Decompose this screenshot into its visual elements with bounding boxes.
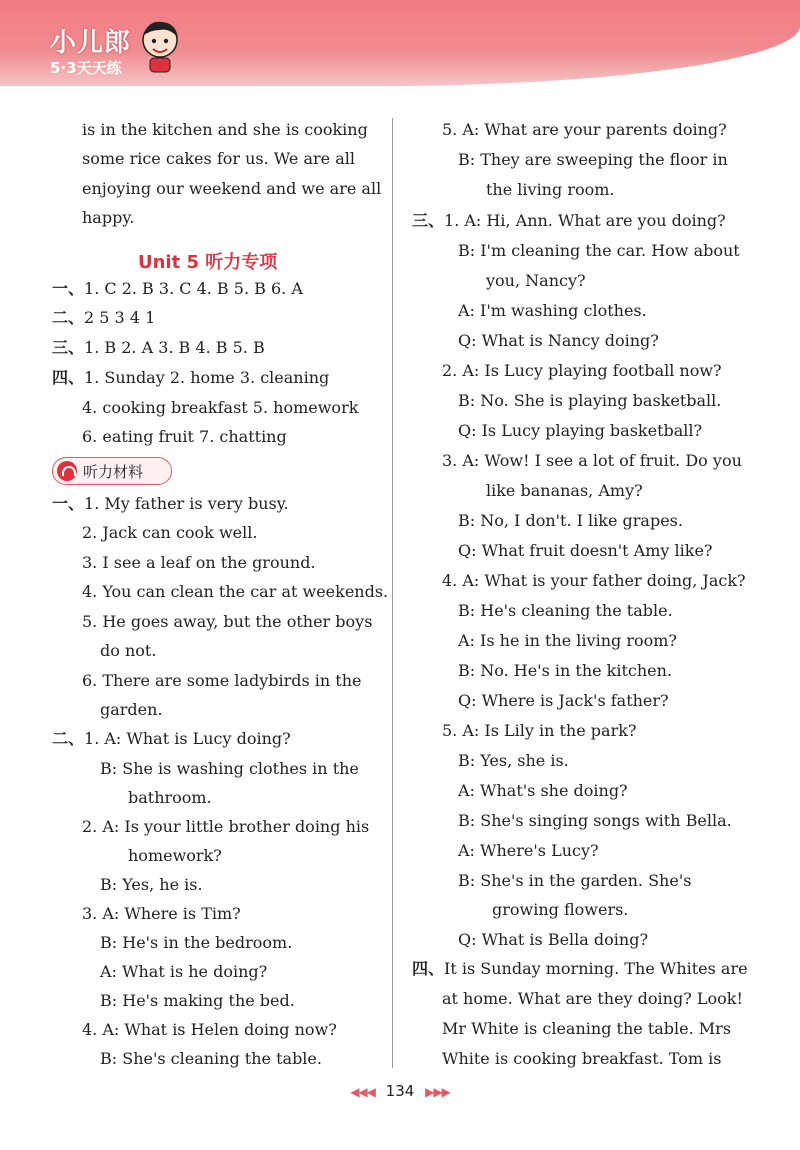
right-line (442, 721, 636, 741)
line-text: the living room. (486, 180, 615, 199)
line-text: bathroom. (128, 788, 212, 807)
right-line (442, 571, 746, 591)
right-line (458, 421, 702, 441)
line-text: B: Yes, she is. (458, 751, 569, 770)
line-text: 5. A: What are your parents doing? (442, 120, 727, 139)
right-line (458, 781, 628, 801)
left-line (52, 338, 265, 358)
right-line (458, 541, 713, 561)
left-line (82, 671, 362, 691)
next-arrows-icon: ▶▶▶ (425, 1085, 450, 1099)
section-number: 一、 (52, 494, 85, 513)
right-line (442, 1049, 721, 1069)
left-line (128, 788, 212, 808)
line-text: 2 5 3 4 1 (84, 308, 156, 327)
left-line (82, 179, 381, 199)
line-text: do not. (100, 641, 157, 660)
line-text: 2. A: Is your little brother doing his (82, 817, 370, 836)
right-line (458, 301, 647, 321)
line-text: B: She's cleaning the table. (100, 1049, 322, 1068)
right-line (442, 989, 743, 1009)
section-number: 四、 (52, 368, 85, 387)
line-text: B: She's singing songs with Bella. (458, 811, 732, 830)
left-line (52, 729, 291, 749)
line-text: like bananas, Amy? (486, 481, 643, 500)
line-text: Q: Is Lucy playing basketball? (458, 421, 703, 440)
left-line (82, 398, 358, 418)
left-line (100, 875, 203, 895)
right-line (458, 930, 648, 950)
right-line (442, 451, 742, 471)
line-text: 1. A: What is Lucy doing? (84, 729, 291, 748)
line-text: B: No. He's in the kitchen. (458, 661, 673, 680)
left-line (82, 149, 355, 169)
badge-label: 听力材料 (83, 463, 144, 481)
line-text: garden. (100, 700, 163, 719)
mascot-icon (138, 18, 182, 74)
line-text: B: I'm cleaning the car. How about (458, 241, 740, 260)
line-text: 3. I see a leaf on the ground. (82, 553, 316, 572)
right-line (492, 900, 628, 920)
line-text: 1. A: Hi, Ann. What are you doing? (444, 211, 726, 230)
left-line (52, 279, 303, 299)
line-text: Q: What fruit doesn't Amy like? (458, 541, 713, 560)
line-text: Q: What is Bella doing? (458, 930, 649, 949)
left-line (82, 582, 388, 602)
page-header (0, 0, 800, 86)
unit-title: Unit 5 听力专项 (138, 252, 278, 273)
line-text: A: I'm washing clothes. (458, 301, 647, 320)
line-text: B: He's cleaning the table. (458, 601, 673, 620)
line-text: 6. eating fruit 7. chatting (82, 427, 287, 446)
line-text: 2. Jack can cook well. (82, 523, 258, 542)
right-line (486, 180, 614, 200)
line-text: 5. He goes away, but the other boys (82, 612, 373, 631)
section-number: 四、 (412, 959, 445, 978)
line-text: B: She's in the garden. She's (458, 871, 692, 890)
section-number: 三、 (52, 338, 85, 357)
line-text: 4. You can clean the car at weekends. (82, 582, 389, 601)
right-line (458, 751, 569, 771)
left-line (100, 991, 295, 1011)
line-text: is in the kitchen and she is cooking (82, 120, 368, 139)
left-line (100, 700, 163, 720)
section-number: 三、 (412, 211, 445, 230)
right-line (442, 120, 727, 140)
page-footer (0, 1082, 800, 1100)
line-text: 3. A: Where is Tim? (82, 904, 241, 923)
right-line (458, 691, 669, 711)
line-text: Q: Where is Jack's father? (458, 691, 669, 710)
line-text: B: No. She is playing basketball. (458, 391, 722, 410)
left-line (82, 427, 287, 447)
line-text: 1. B 2. A 3. B 4. B 5. B (84, 338, 265, 357)
line-text: homework? (128, 846, 222, 865)
right-line (412, 211, 726, 231)
line-text: White is cooking breakfast. Tom is (442, 1049, 722, 1068)
left-line (100, 641, 156, 661)
page-number: 134 (385, 1082, 415, 1100)
line-text: 6. There are some ladybirds in the (82, 671, 362, 690)
section-number: 二、 (52, 729, 85, 748)
line-text: you, Nancy? (486, 271, 586, 290)
right-line (486, 271, 586, 291)
line-text: some rice cakes for us. We are all (82, 149, 355, 168)
left-line (52, 494, 289, 514)
headphones-icon (57, 461, 77, 481)
line-text: Q: What is Nancy doing? (458, 331, 659, 350)
right-line (486, 481, 643, 501)
left-line (82, 553, 316, 573)
right-line (458, 150, 728, 170)
brand-logo (50, 22, 131, 78)
brand-name: 小儿郎 (50, 28, 132, 58)
left-line (100, 933, 292, 953)
line-text: A: What is he doing? (100, 962, 268, 981)
line-text: B: She is washing clothes in the (100, 759, 359, 778)
right-line (458, 331, 659, 351)
left-line (100, 962, 267, 982)
line-text: at home. What are they doing? Look! (442, 989, 743, 1008)
section-number: 二、 (52, 308, 85, 327)
left-line (82, 817, 369, 837)
line-text: 4. A: What is your father doing, Jack? (442, 571, 746, 590)
left-line (82, 523, 257, 543)
line-text: B: He's in the bedroom. (100, 933, 293, 952)
right-line (458, 601, 673, 621)
left-line (82, 208, 134, 228)
line-text: B: He's making the bed. (100, 991, 295, 1010)
line-text: 1. My father is very busy. (84, 494, 289, 513)
line-text: growing flowers. (492, 900, 629, 919)
right-line (458, 661, 672, 681)
line-text: 4. A: What is Helen doing now? (82, 1020, 337, 1039)
line-text: A: What's she doing? (458, 781, 628, 800)
prev-arrows-icon: ◀◀◀ (350, 1085, 375, 1099)
right-line (458, 631, 677, 651)
left-line (52, 368, 329, 388)
line-text: 1. Sunday 2. home 3. cleaning (84, 368, 330, 387)
brand-subtitle: 5·3天天练 (50, 59, 122, 77)
line-text: 3. A: Wow! I see a lot of fruit. Do you (442, 451, 742, 470)
line-text: B: No, I don't. I like grapes. (458, 511, 683, 530)
left-line (82, 612, 372, 632)
line-text: A: Where's Lucy? (458, 841, 599, 860)
line-text: 5. A: Is Lily in the park? (442, 721, 637, 740)
left-line (82, 904, 241, 924)
right-line (458, 241, 740, 261)
left-line (82, 1020, 337, 1040)
line-text: 4. cooking breakfast 5. homework (82, 398, 359, 417)
right-line (458, 811, 732, 831)
left-line (100, 759, 359, 779)
left-line (52, 308, 155, 328)
line-text: 2. A: Is Lucy playing football now? (442, 361, 722, 380)
line-text: enjoying our weekend and we are all (82, 179, 382, 198)
right-line (458, 841, 599, 861)
line-text: happy. (82, 208, 135, 227)
listening-material-badge (52, 457, 172, 485)
section-number: 一、 (52, 279, 85, 298)
line-text: B: They are sweeping the floor in (458, 150, 728, 169)
line-text: B: Yes, he is. (100, 875, 203, 894)
line-text: A: Is he in the living room? (458, 631, 677, 650)
line-text: 1. C 2. B 3. C 4. B 5. B 6. A (84, 279, 303, 298)
left-line (82, 120, 368, 140)
right-line (442, 361, 722, 381)
line-text: Mr White is cleaning the table. Mrs (442, 1019, 732, 1038)
left-line (100, 1049, 322, 1069)
right-line (412, 959, 748, 979)
right-line (458, 391, 721, 411)
right-line (458, 511, 683, 531)
column-divider (392, 118, 393, 1068)
right-line (458, 871, 691, 891)
left-line (128, 846, 222, 866)
line-text: It is Sunday morning. The Whites are (444, 959, 748, 978)
right-line (442, 1019, 731, 1039)
